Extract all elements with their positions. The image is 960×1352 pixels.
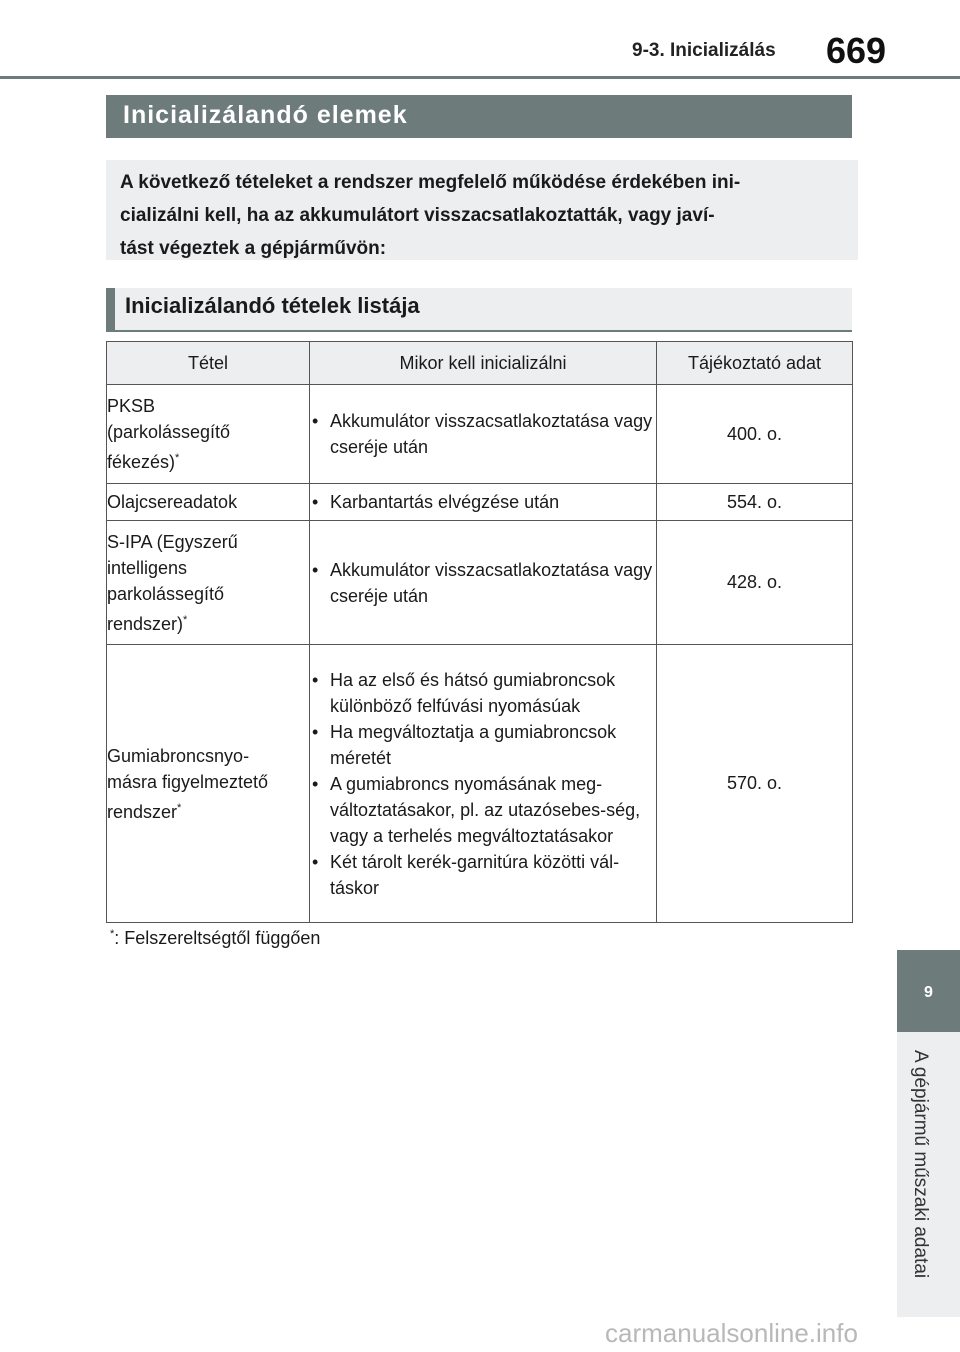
list-item: • Karbantartás elvégzése után	[310, 489, 656, 515]
ref-cell: 428. o.	[657, 521, 853, 645]
when-cell	[310, 521, 657, 645]
section-title: 9-3. Inicializálás	[632, 40, 776, 61]
header-rule	[0, 76, 960, 79]
ref-cell: 570. o.	[657, 645, 853, 923]
list-item: • A gumiabroncs nyomásának meg-változtatásakor, pl. az utazósebes-ség, vagy a terhelés megváltoztatásakor	[310, 771, 656, 849]
item-line: S-IPA (Egyszerű	[107, 531, 238, 552]
item-cell	[107, 645, 310, 923]
item-line: rendszer)*	[107, 613, 188, 634]
intro-line: tást végeztek a gépjárművön:	[120, 238, 387, 259]
ref-cell: 400. o.	[657, 385, 853, 484]
column-header-ref: Tájékoztató adat	[657, 342, 853, 385]
item-line: parkolássegítő	[107, 583, 225, 604]
item-cell	[107, 521, 310, 645]
list-item: • Két tárolt kerék-garnitúra közötti vál-táskor	[310, 849, 656, 901]
item-line: rendszer*	[107, 801, 182, 822]
item-line: PKSB	[107, 396, 156, 416]
main-heading: Inicializálandó elemek	[106, 95, 852, 138]
footnote-marker: *	[183, 613, 188, 626]
chapter-side-tab	[897, 1032, 960, 1317]
list-item: • Akkumulátor visszacsatlakoztatása vagy cseréje után	[310, 557, 656, 609]
table-row	[107, 484, 853, 521]
footnote-marker: *	[175, 452, 180, 464]
init-items-table	[106, 341, 853, 923]
item-line: Olajcsereadatok	[107, 492, 238, 512]
footnote	[110, 928, 320, 949]
item-line: (parkolássegítő	[107, 422, 231, 442]
footnote-marker: *	[177, 801, 182, 814]
chapter-number-tab: 9	[897, 950, 960, 1032]
footnote-text: : Felszereltségtől függően	[114, 928, 321, 948]
table-row	[107, 521, 853, 645]
subheading: Inicializálandó tételek listája	[106, 288, 852, 332]
table-header-row	[107, 342, 853, 385]
when-cell	[310, 385, 657, 484]
item-cell	[107, 484, 310, 521]
chapter-title: A gépjármű műszaki adatai	[910, 1050, 931, 1279]
when-cell	[310, 484, 657, 521]
item-cell	[107, 385, 310, 484]
item-line: Gumiabroncsnyo-	[107, 745, 250, 766]
table-row	[107, 385, 853, 484]
item-line: másra figyelmeztető	[107, 771, 269, 792]
column-header-item: Tétel	[107, 342, 310, 385]
intro-line: cializálni kell, ha az akkumulátort visszacsatlakoztatták, vagy javí-	[120, 205, 715, 226]
intro-line: A következő tételeket a rendszer megfelelő működése érdekében ini-	[120, 172, 741, 193]
list-item: • Akkumulátor visszacsatlakoztatása vagy cseréje után	[310, 408, 656, 460]
table-row	[107, 645, 853, 923]
page-number: 669	[826, 30, 887, 71]
list-item: • Ha megváltoztatja a gumiabroncsok méretét	[310, 719, 656, 771]
when-cell	[310, 645, 657, 923]
ref-cell: 554. o.	[657, 484, 853, 521]
intro-box	[106, 160, 858, 260]
list-item: • Ha az első és hátsó gumiabroncsok különböző felfúvási nyomásúak	[310, 667, 656, 719]
column-header-when: Mikor kell inicializálni	[310, 342, 657, 385]
item-line: intelligens	[107, 557, 188, 578]
footnote-marker: *	[110, 928, 115, 940]
item-line: fékezés)*	[107, 452, 180, 472]
watermark: carmanualsonline.info	[605, 1318, 858, 1348]
